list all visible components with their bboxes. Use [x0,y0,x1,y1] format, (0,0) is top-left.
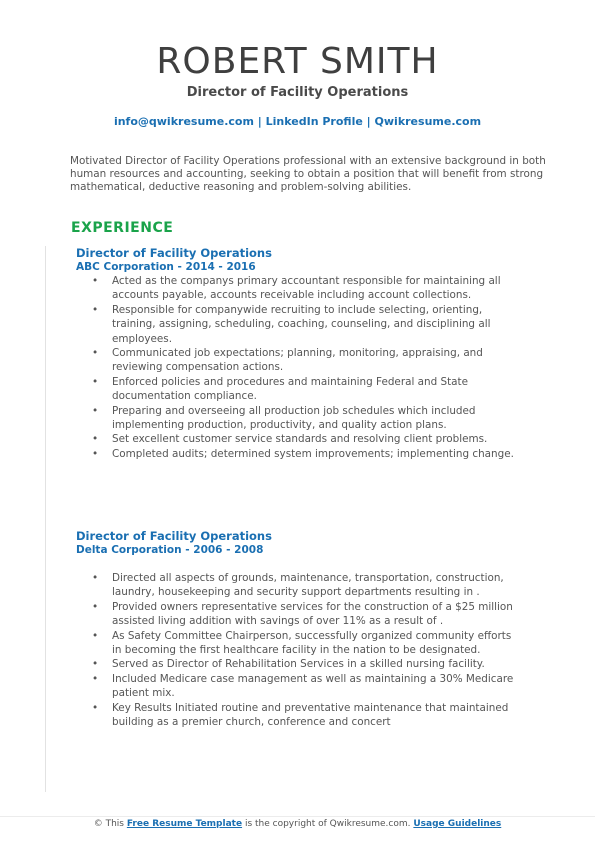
bullet-item: • Completed audits; determined system improvements; implementing change. [76,447,516,461]
footer-divider [0,816,595,817]
experience-heading: EXPERIENCE [71,220,174,236]
candidate-name: ROBERT SMITH [156,41,439,82]
job-bullets [76,571,516,729]
email-link[interactable]: info@qwikresume.com [113,115,254,128]
bullet-item: • As Safety Committee Chairperson, successfully organized community efforts in becoming the first healthcare facility in the nation to be designated. [76,629,516,658]
job-entry [76,246,516,461]
job-company: ABC Corporation - 2014 - 2016 [76,261,256,273]
job-company: Delta Corporation - 2006 - 2008 [76,544,264,556]
separator: | [366,115,371,128]
timeline-divider [45,246,46,792]
website-link[interactable]: Qwikresume.com [374,115,482,128]
linkedin-link[interactable]: LinkedIn Profile [265,115,363,128]
footer-prefix: © This [93,819,124,829]
job-entry [76,529,516,729]
footer [0,818,595,830]
bullet-item: • Set excellent customer service standards and resolving client problems. [76,432,516,446]
usage-guidelines-link[interactable]: Usage Guidelines [413,819,502,829]
separator: | [257,115,262,128]
summary-paragraph: Motivated Director of Facility Operations professional with an extensive background in both human resources and accounting, seeking to obtain a position that will benefit from strong mathematical, deductive reasoning and problem-solving abilities. [70,155,546,193]
candidate-title: Director of Facility Operations [186,85,409,100]
contact-line [0,115,595,129]
footer-copyright: is the copyright of Qwikresume.com. [244,819,411,829]
bullet-item: • Key Results Initiated routine and preventative maintenance that maintained building as a premier church, conference and concert [76,701,516,730]
free-resume-template-link[interactable]: Free Resume Template [126,819,243,829]
job-role: Director of Facility Operations [76,246,272,260]
bullet-item: • Provided owners representative services for the construction of a $25 million assisted living addition with savings of over 11% as a result of . [76,600,516,629]
bullet-item: • Included Medicare case management as well as maintaining a 30% Medicare patient mix. [76,672,516,701]
job-bullets [76,274,516,461]
bullet-item: • Directed all aspects of grounds, maintenance, transportation, construction, laundry, housekeeping and security support departments resulting in . [76,571,516,600]
bullet-item: • Communicated job expectations; planning, monitoring, appraising, and reviewing compensation actions. [76,346,516,375]
bullet-item: • Served as Director of Rehabilitation Services in a skilled nursing facility. [76,657,516,671]
job-role: Director of Facility Operations [76,529,272,543]
bullet-item: • Responsible for companywide recruiting to include selecting, orienting, training, assigning, scheduling, coaching, counseling, and disciplining all employees. [76,303,516,346]
bullet-item: • Acted as the companys primary accountant responsible for maintaining all accounts payable, accounts receivable including account collections. [76,274,516,303]
bullet-item: • Enforced policies and procedures and maintaining Federal and State documentation compliance. [76,375,516,404]
bullet-item: • Preparing and overseeing all production job schedules which included implementing production, productivity, and quality action plans. [76,404,516,433]
